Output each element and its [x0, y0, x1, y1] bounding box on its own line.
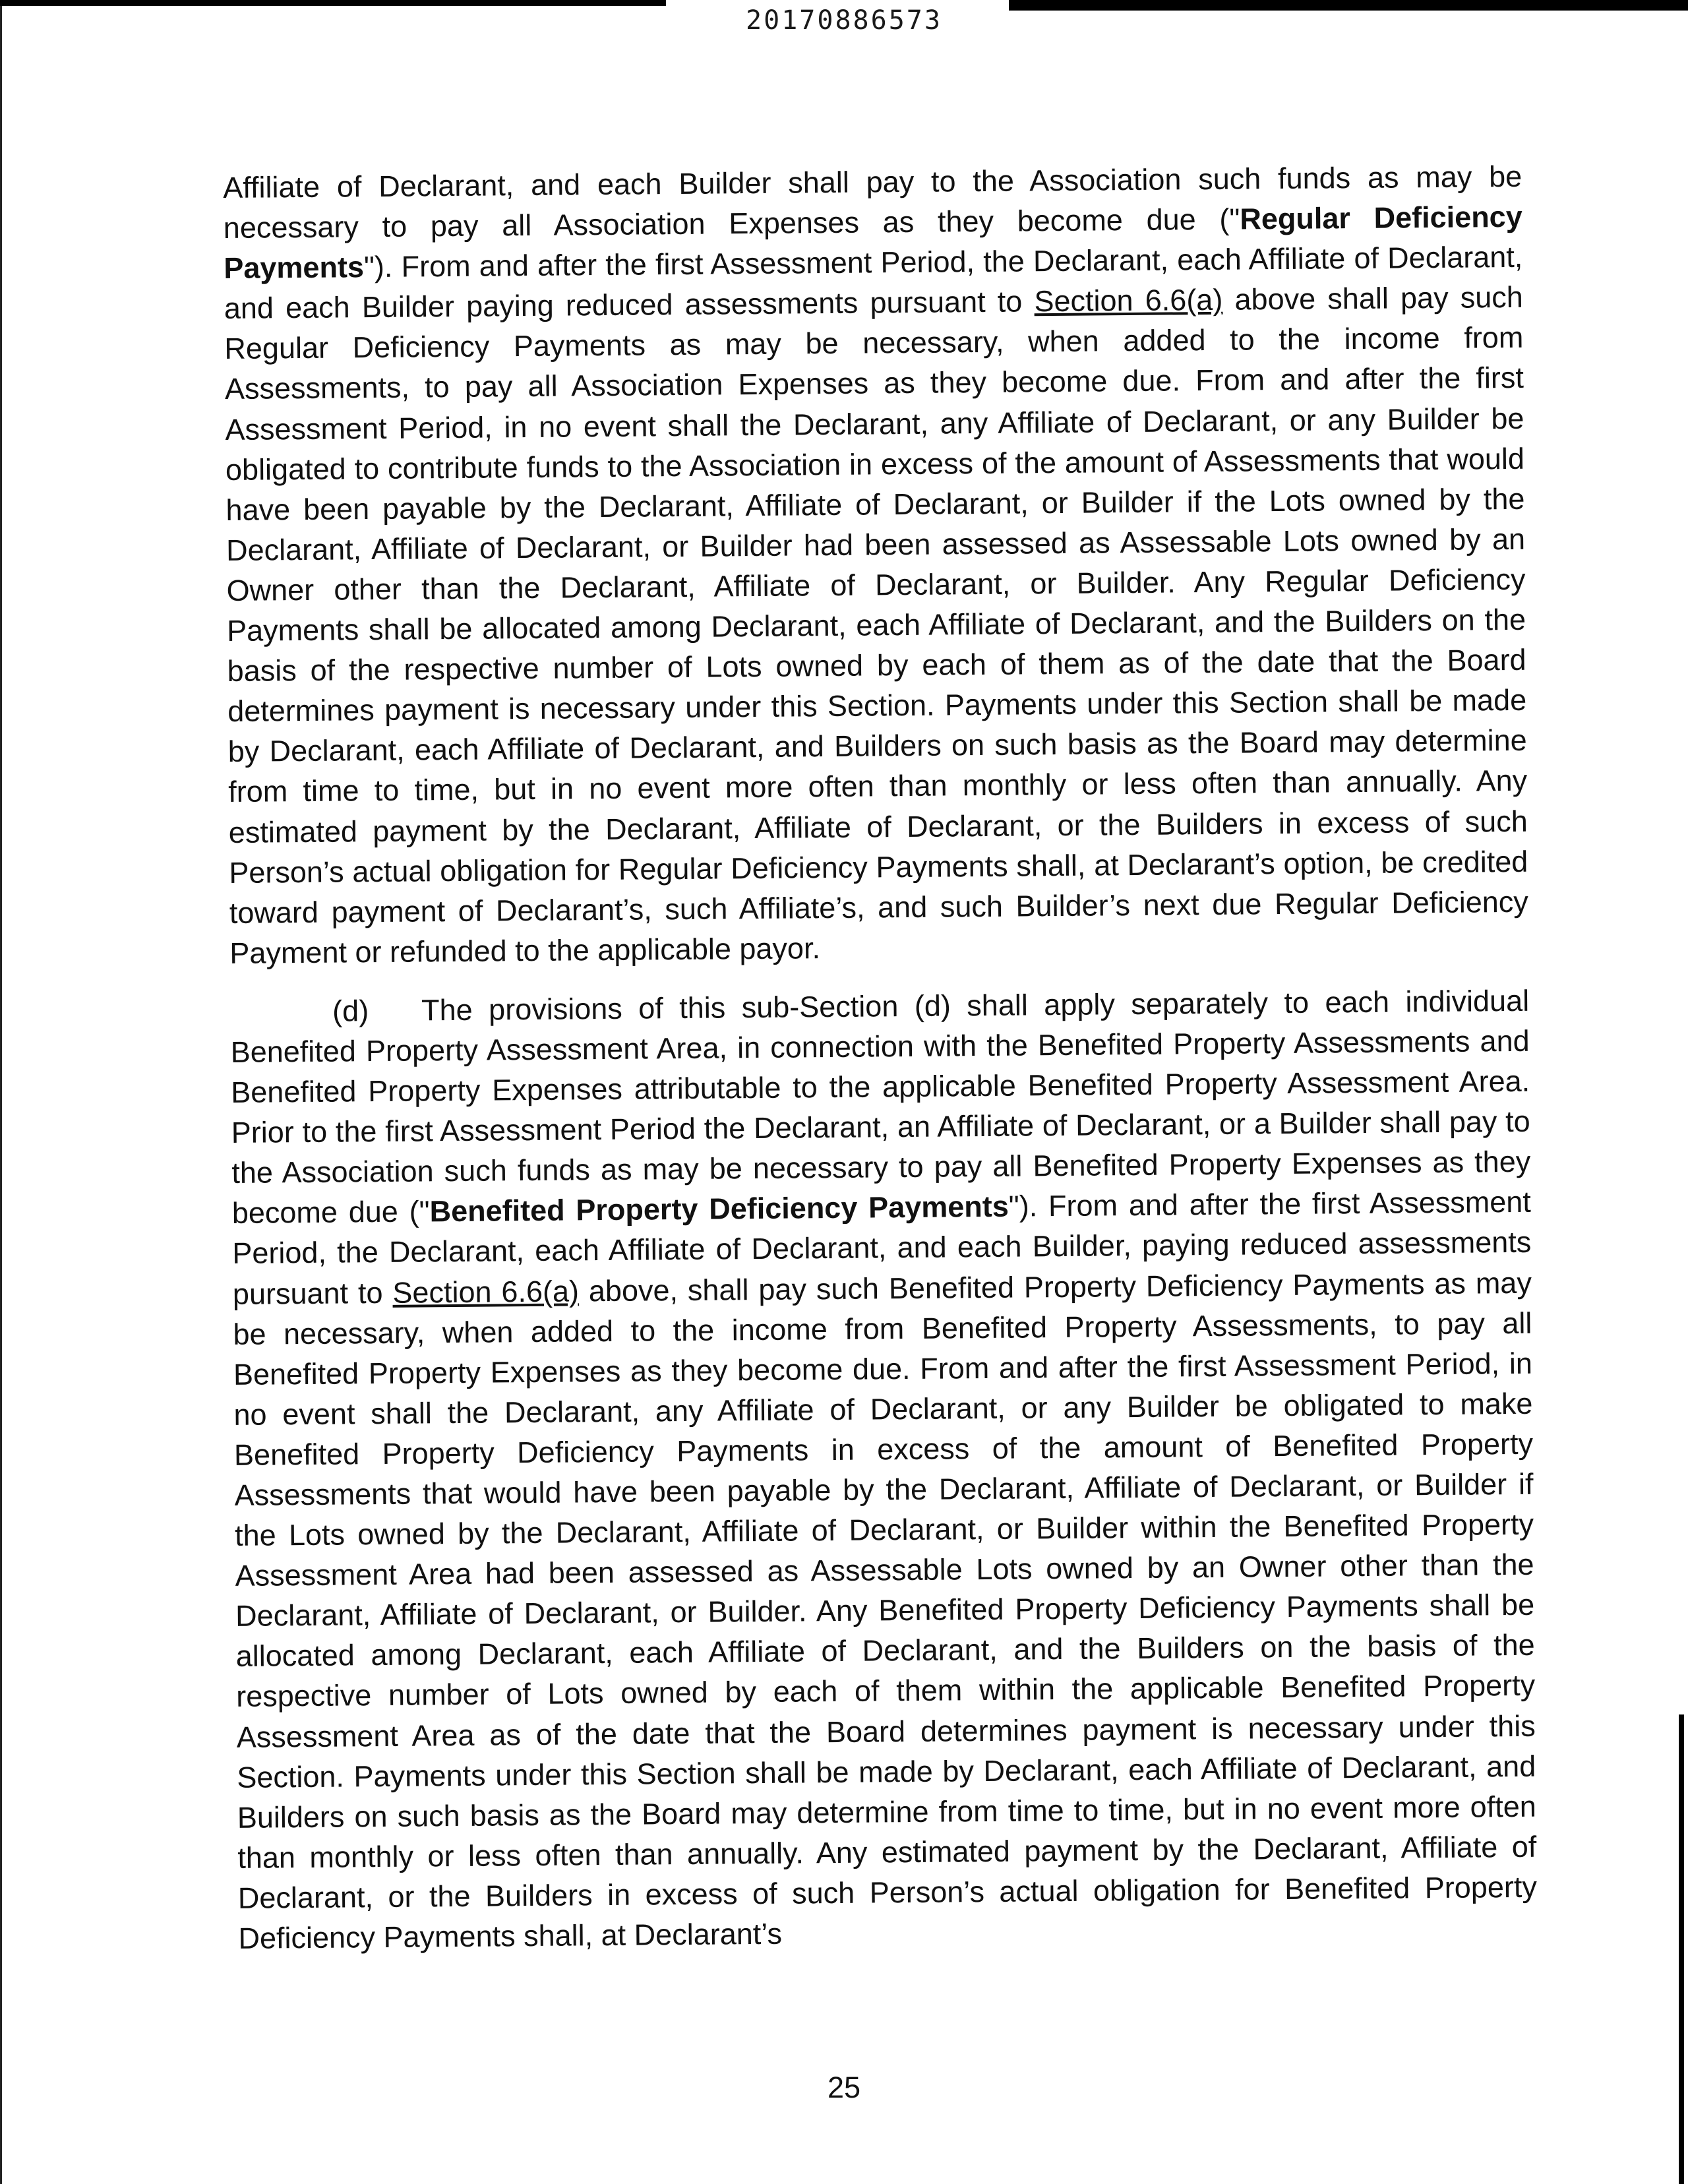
- scan-edge-left: [0, 0, 2, 2184]
- document-body: [223, 156, 1538, 1958]
- text-run: above shall pay such Regular Deficiency Payments as may be necessary, when added to the income from Assessments, to pay all Association Expenses as they become due. From and after the first Assessment Period, in no event shall the Declarant, any Affiliate of Declarant, or any Builder be obligated to contribute funds to the Association in excess of the amount of Assessments that would have been payable by the Declarant, Affiliate of Declarant, or Builder if the Lots owned by the Declarant, Affiliate of Declarant, or Builder had been assessed as Assessable Lots owned by an Owner other than the Declarant, Affiliate of Declarant, or Builder. Any Regular Deficiency Payments shall be allocated among Declarant, each Affiliate of Declarant, and the Builders on the basis of the respective number of Lots owned by each of them as of the date that the Board determines payment is necessary under this Section. Payments under this Section shall be made by Declarant, each Affiliate of Declarant, and Builders on such basis as the Board may determine from time to time, but in no event more often than monthly or less often than annually. Any estimated payment by the Declarant, Affiliate of Declarant, or the Builders in excess of such Person’s actual obligation for Regular Deficiency Payments shall, at Declarant’s option, be credited toward payment of Declarant’s, such Affiliate’s, and such Builder’s next due Regular Deficiency Payment or refunded to the applicable payor.: [224, 280, 1529, 970]
- paragraph-label: (d): [332, 993, 369, 1028]
- defined-term: Regular Deficiency Payments: [224, 199, 1522, 286]
- paragraph-d: [230, 981, 1538, 1958]
- page-number: 25: [827, 2071, 861, 2104]
- scan-border-right: [1679, 1714, 1684, 2184]
- text-run: "). From and after the first Assessment Period, the Declarant, each Affiliate of Declarant, and each Builder, paying reduced assessments pursuant to: [232, 1185, 1532, 1311]
- text-run: above, shall pay such Benefited Property Deficiency Payments as may be necessary, when added to the income from Benefited Property Assessments, to pay all Benefited Property Expenses as they become due. From and after the first Assessment Period, in no event shall the Declarant, any Affiliate of Declarant, or any Builder be obligated to make Benefited Property Deficiency Payments in excess of the amount of Benefited Property Assessments that would have been payable by the Declarant, Affiliate of Declarant, or Builder if the Lots owned by the Declarant, Affiliate of Declarant, or Builder within the Benefited Property Assessment Area had been assessed as Assessable Lots owned by an Owner other than the Declarant, Affiliate of Declarant, or Builder. Any Benefited Property Deficiency Payments shall be allocated among Declarant, each Affiliate of Declarant, and the Builders on the basis of the respective number of Lots owned by each of them within the applicable Benefited Property Assessment Area as of the date that the Board determines payment is necessary under this Section. Payments under this Section shall be made by Declarant, each Affiliate of Declarant, and Builders on such basis as the Board may determine from time to time, but in no event more often than monthly or less often than annually. Any estimated payment by the Declarant, Affiliate of Declarant, or the Builders in excess of such Person’s actual obligation for Benefited Property Deficiency Payments shall, at Declarant’s: [233, 1265, 1538, 1955]
- defined-term: Benefited Property Deficiency Payments: [429, 1190, 1009, 1228]
- section-reference: Section 6.6(a): [392, 1273, 580, 1310]
- section-reference: Section 6.6(a): [1034, 283, 1223, 318]
- text-run: Affiliate of Declarant, and each Builder shall pay to the Association such funds as may be necessary to pay all Association Expenses as they become due (": [223, 159, 1522, 245]
- text-run: The provisions of this sub-Section (d) shall apply separately to each individual Benefited Property Assessment Area, in connection with the Benefited Property Assessments and Benefited Property Expenses attributable to the applicable Benefited Property Assessment Area. Prior to the first Assessment Period the Declarant, an Affiliate of Declarant, or a Builder shall pay to the Association such funds as may be necessary to pay all Benefited Property Expenses as they become due (": [230, 983, 1531, 1230]
- text-run: "). From and after the first Assessment Period, the Declarant, each Affiliate of Declarant, and each Builder paying reduced assessments pursuant to: [224, 239, 1523, 326]
- document-number: 20170886573: [746, 5, 942, 36]
- paragraph-c-continuation: [223, 156, 1529, 973]
